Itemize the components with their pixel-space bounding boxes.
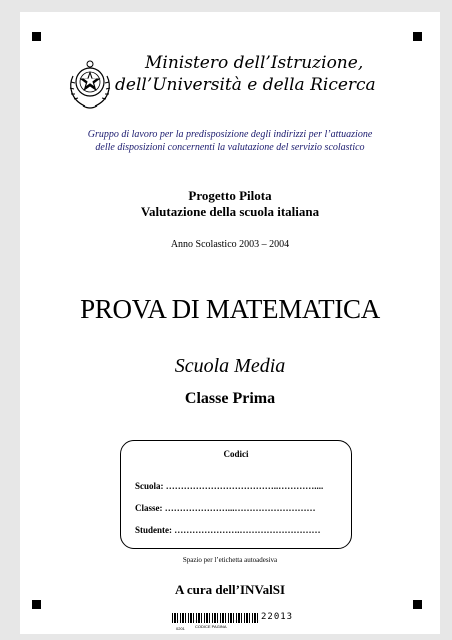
class-code-field[interactable]: Classe: …………………...……………………… (135, 503, 316, 513)
working-group-line-1: Gruppo di lavoro per la predisposizione degli indirizzi per l’attuazione (87, 129, 373, 140)
project-heading (20, 188, 440, 220)
page-code-label: CODICE PAGINA (195, 624, 227, 629)
working-group-text (20, 128, 440, 154)
project-line-2: Valutazione della scuola italiana (140, 204, 320, 219)
exam-title: PROVA DI MATEMATICA (80, 294, 380, 324)
ministry-line-2: dell’Università e della Ricerca (115, 75, 376, 95)
cover-page (20, 12, 440, 634)
registration-mark-bottom-right (413, 600, 422, 609)
codes-box-title: Codici (223, 449, 249, 459)
barcode-icon (172, 613, 258, 623)
project-line-1: Progetto Pilota (188, 188, 272, 203)
page-code-number: 22013 (261, 612, 294, 622)
registration-mark-top-right (413, 32, 422, 41)
page-code-small: 0201 (176, 626, 185, 631)
student-code-field[interactable]: Studente: ………………….……………………… (135, 525, 321, 535)
label-space-note: Spazio per l’etichetta autoadesiva (182, 556, 278, 564)
working-group-line-2: delle disposizioni concernenti la valutazione del servizio scolastico (95, 142, 365, 153)
registration-mark-top-left (32, 32, 41, 41)
codes-box (120, 440, 352, 549)
ministry-line-1: Ministero dell’Istruzione, (145, 53, 364, 73)
school-code-field[interactable]: Scuola: ………………………………..………….... (135, 481, 324, 491)
school-level: Scuola Media (174, 355, 286, 377)
curated-by: A cura dell’INValSI (174, 582, 286, 597)
registration-mark-bottom-left (32, 600, 41, 609)
italian-emblem-icon (65, 50, 115, 112)
class-level: Classe Prima (184, 390, 276, 407)
school-year: Anno Scolastico 2003 – 2004 (170, 239, 290, 250)
